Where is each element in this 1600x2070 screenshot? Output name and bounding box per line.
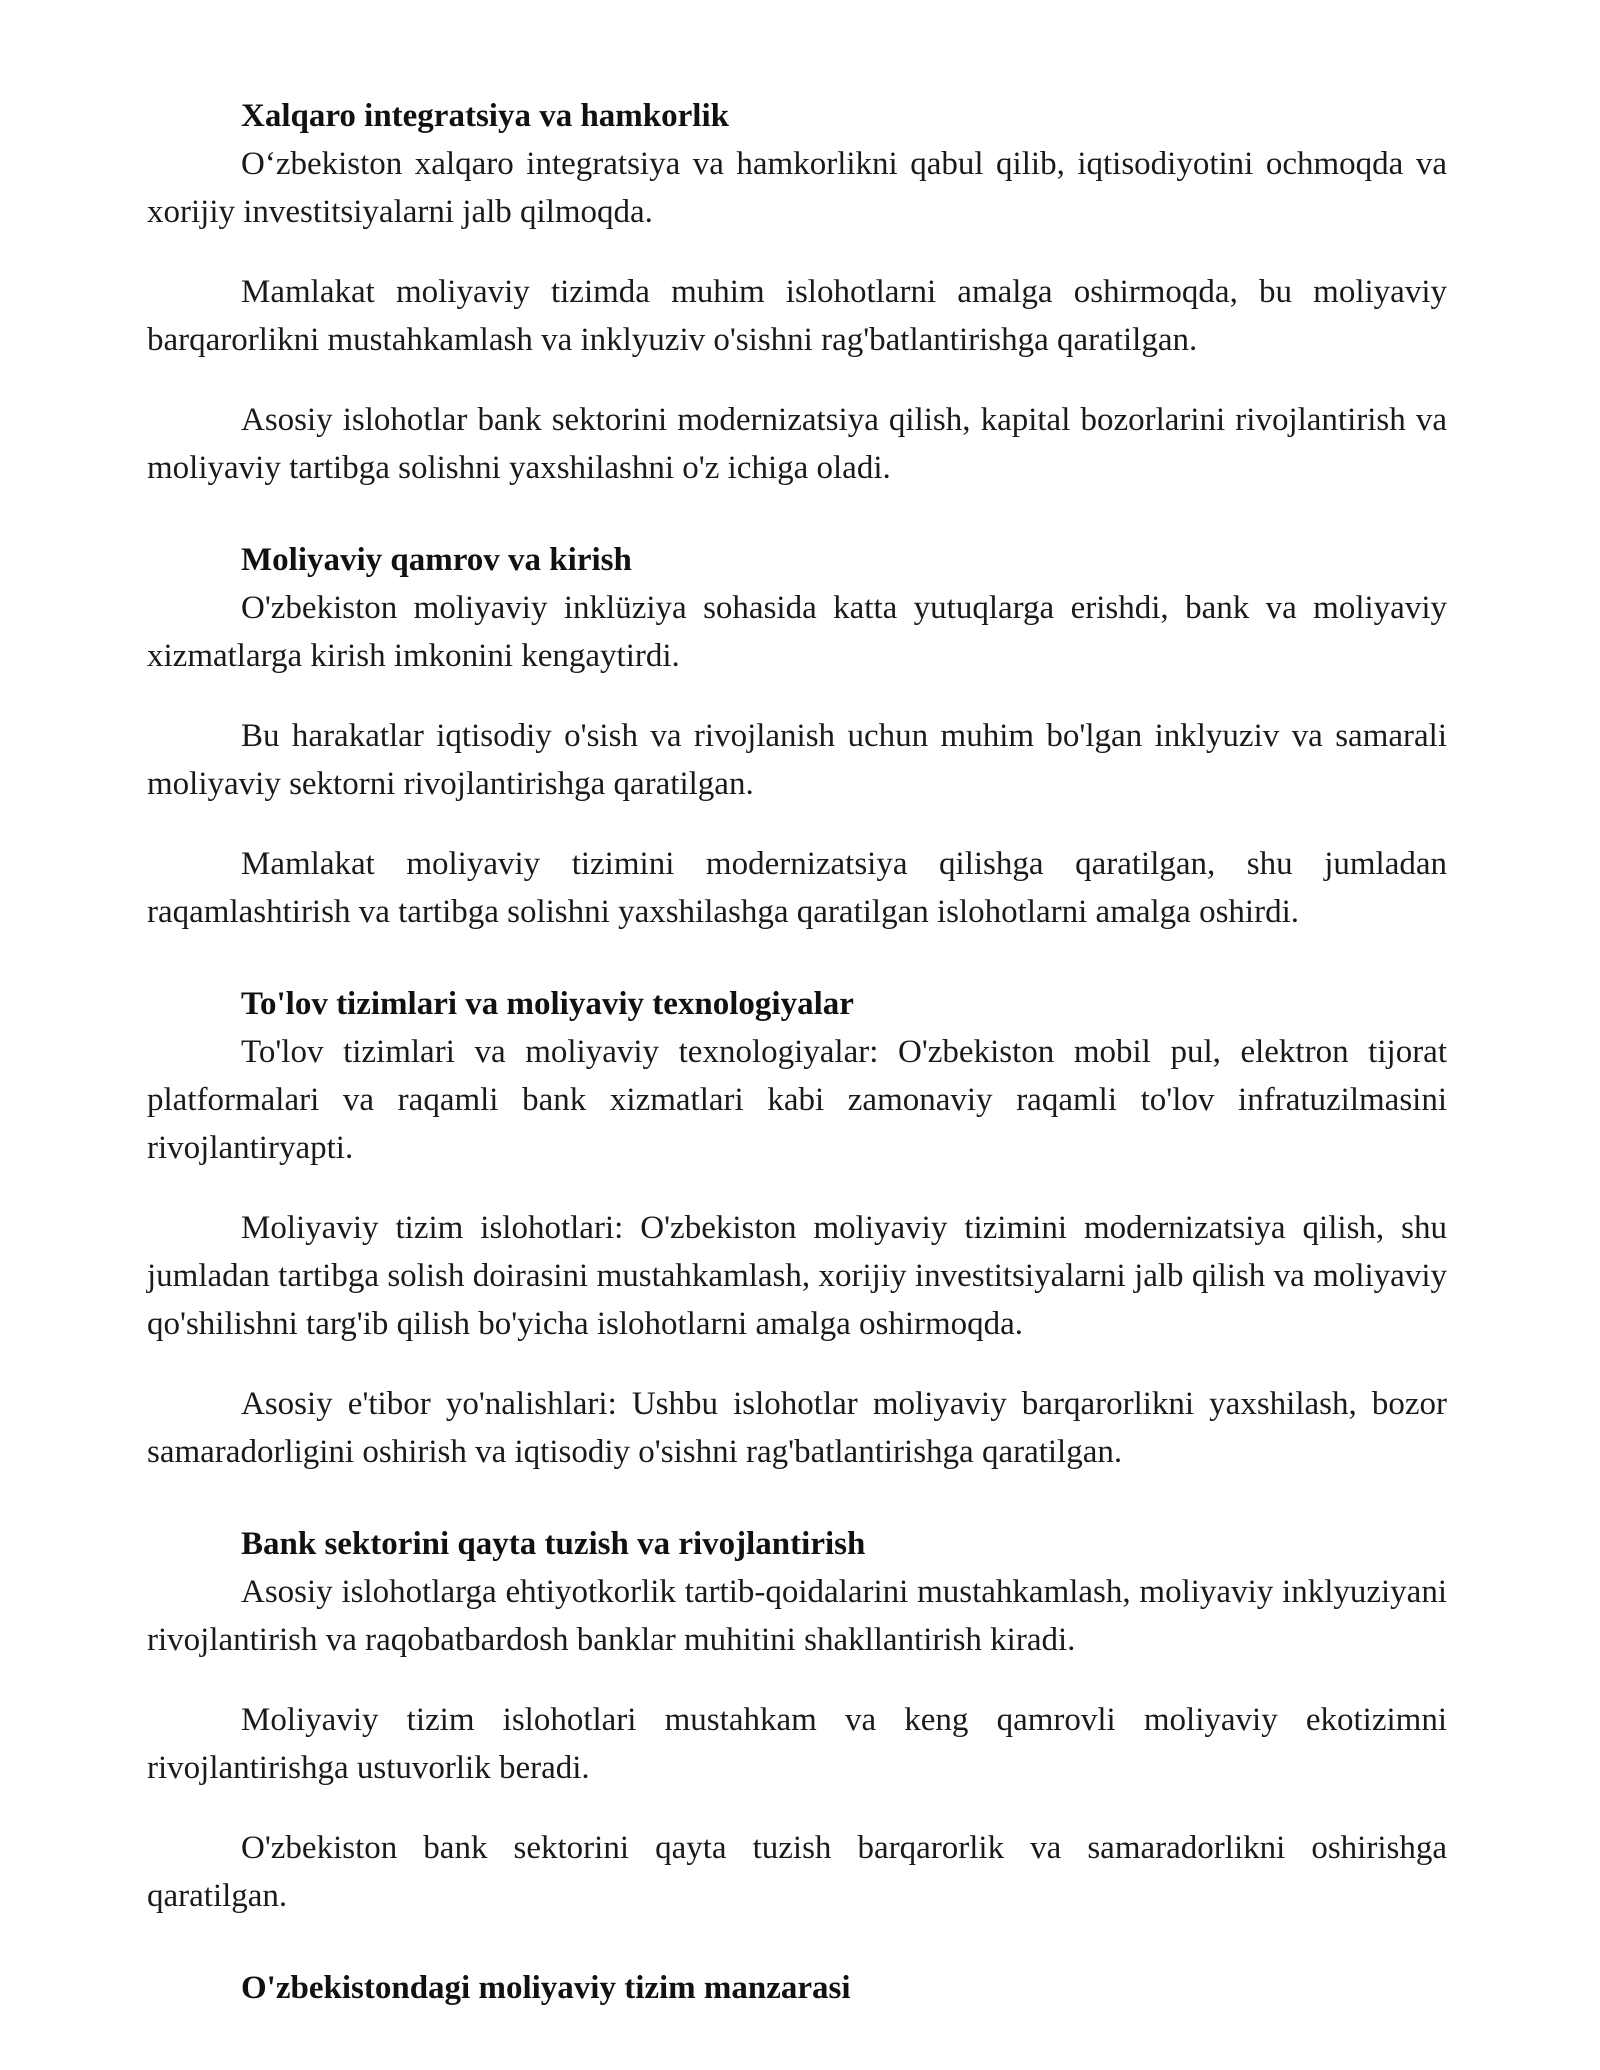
section-heading: O'zbekistondagi moliyaviy tizim manzarasi [241, 1970, 851, 2006]
paragraph: Moliyaviy tizim islohotlari mustahkam va keng qamrovli moliyaviy ekotizimni rivojlantirishga ustuvorlik beradi. [147, 1702, 1447, 1786]
section-payment-systems [147, 980, 1447, 1476]
paragraph: O‘zbekiston xalqaro integratsiya va hamkorlikni qabul qilib, iqtisodiyotini ochmoqda va xorijiy investitsiyalarni jalb qilmoqda. [147, 146, 1447, 230]
section-financial-landscape [147, 1964, 1447, 2012]
section-heading: Xalqaro integratsiya va hamkorlik [241, 98, 729, 134]
paragraph: Mamlakat moliyaviy tizimini modernizatsiya qilishga qaratilgan, shu jumladan raqamlashtirish va tartibga solishni yaxshilashga qaratilgan islohotlarni amalga oshirdi. [147, 846, 1447, 930]
paragraph: O'zbekiston bank sektorini qayta tuzish barqarorlik va samaradorlikni oshirishga qaratilgan. [147, 1830, 1447, 1914]
paragraph: Bu harakatlar iqtisodiy o'sish va rivojlanish uchun muhim bo'lgan inklyuziv va samarali moliyaviy sektorni rivojlantirishga qaratilgan. [147, 718, 1447, 802]
section-bank-restructuring [147, 1520, 1447, 1920]
section-international-integration [147, 92, 1447, 492]
section-heading: Bank sektorini qayta tuzish va rivojlantirish [241, 1526, 866, 1562]
paragraph: Asosiy e'tibor yo'nalishlari: Ushbu islohotlar moliyaviy barqarorlikni yaxshilash, bozor samaradorligini oshirish va iqtisodiy o'sishni rag'batlantirishga qaratilgan. [147, 1386, 1447, 1470]
paragraph: Moliyaviy tizim islohotlari: O'zbekiston moliyaviy tizimini modernizatsiya qilish, shu jumladan tartibga solish doirasini mustahkamlash, xorijiy investitsiyalarni jalb qilish va moliyaviy qo'shilishni targ'ib qilish bo'yicha islohotlarni amalga oshirmoqda. [147, 1210, 1447, 1342]
section-financial-inclusion [147, 536, 1447, 936]
paragraph: Asosiy islohotlarga ehtiyotkorlik tartib-qoidalarini mustahkamlash, moliyaviy inklyuziyani rivojlantirish va raqobatbardosh banklar muhitini shakllantirish kiradi. [147, 1574, 1447, 1658]
document-body [147, 92, 1447, 2056]
section-heading: To'lov tizimlari va moliyaviy texnologiyalar [241, 986, 854, 1022]
paragraph: O'zbekiston moliyaviy inklüziya sohasida katta yutuqlarga erishdi, bank va moliyaviy xizmatlarga kirish imkonini kengaytirdi. [147, 590, 1447, 674]
section-heading: Moliyaviy qamrov va kirish [241, 542, 632, 578]
paragraph: Mamlakat moliyaviy tizimda muhim islohotlarni amalga oshirmoqda, bu moliyaviy barqarorlikni mustahkamlash va inklyuziv o'sishni rag'batlantirishga qaratilgan. [147, 274, 1447, 358]
paragraph: To'lov tizimlari va moliyaviy texnologiyalar: O'zbekiston mobil pul, elektron tijorat platformalari va raqamli bank xizmatlari kabi zamonaviy raqamli to'lov infratuzilmasini rivojlantiryapti. [147, 1034, 1447, 1166]
paragraph: Asosiy islohotlar bank sektorini modernizatsiya qilish, kapital bozorlarini rivojlantirish va moliyaviy tartibga solishni yaxshilashni o'z ichiga oladi. [147, 402, 1447, 486]
